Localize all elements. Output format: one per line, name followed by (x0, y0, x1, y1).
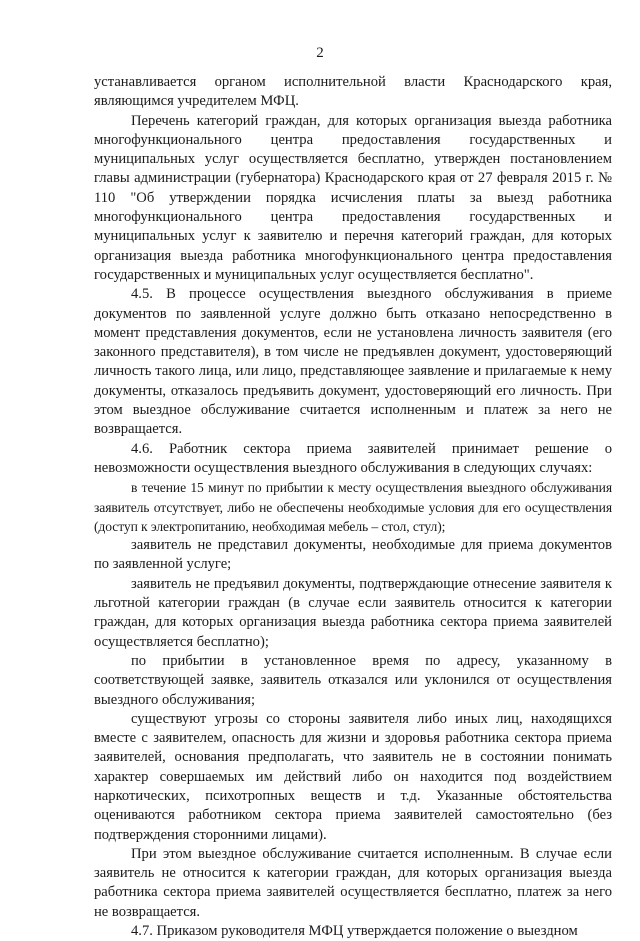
paragraph-3: 4.5. В процессе осуществления выездного обслуживания в приеме документов по заявленной услуге должно быть отказано непосредственно в момент представления документов, если не установлена личность заявителя (его законного представителя), в том числе не предъявлен документ, удостоверяющий личность такого лица, или лицо, представляющее заявление и прилагаемые к нему документы, отказалось предъявить документ, удостоверяющий его личность. При этом выездное обслуживание считается исполненным и платеж за него не возвращается. (94, 286, 612, 438)
paragraph-2: Перечень категорий граждан, для которых организация выезда работника многофункционального центра предоставления государственных и муниципальных услуг осуществляется бесплатно, утвержден постановлением главы администрации (губернатора) Краснодарского края от 27 февраля 2015 г. № 110 "Об утверждении порядка исчисления платы за выезд работника многофункционального центра предоставления государственных и муниципальных услуг к заявителю и перечня категорий граждан, для которых организация выезда работника многофункционального центра предоставления государственных и муниципальных услуг осуществляется бесплатно". (94, 112, 612, 283)
paragraph-8: по прибытии в установленное время по адресу, указанному в соответствующей заявке, заявитель отказался или уклонился от осуществления выездного обслуживания; (94, 652, 612, 708)
paragraph-5: в течение 15 минут по прибытии к месту осуществления выездного обслуживания заявитель отсутствует, либо не обеспечены необходимые условия для его осуществления (доступ к электропитанию, необходимая мебель – стол, стул); (94, 480, 612, 534)
paragraph-11: 4.7. Приказом руководителя МФЦ утверждается положение о выездном (131, 923, 578, 940)
document-body (94, 73, 612, 941)
page-number: 2 (316, 45, 324, 61)
paragraph-10: При этом выездное обслуживание считается исполненным. В случае если заявитель не относится к категории граждан, для которых организация выезда работника сектора приема заявителей осуществляется бесплатно, платеж за него не возвращается. (94, 845, 612, 920)
paragraph-6: заявитель не представил документы, необходимые для приема документов по заявленной услуге; (94, 537, 612, 573)
paragraph-1: устанавливается органом исполнительной власти Краснодарского края, являющимся учредителем МФЦ. (94, 74, 612, 110)
paragraph-7: заявитель не предъявил документы, подтверждающие отнесение заявителя к льготной категории граждан (в случае если заявитель относится к категории граждан, для которых организация выезда работника сектора приема заявителей осуществляется бесплатно); (94, 575, 612, 650)
paragraph-4: 4.6. Работник сектора приема заявителей принимает решение о невозможности осуществления выездного обслуживания в следующих случаях: (94, 440, 612, 476)
paragraph-9: существуют угрозы со стороны заявителя либо иных лиц, находящихся вместе с заявителем, опасность для жизни и здоровья работника сектора приема заявителей, основания предполагать, что заявитель не в состоянии понимать характер совершаемых им действий либо он находится под воздействием наркотических, психотропных веществ и т.д. Указанные обстоятельства оцениваются работником сектора приема заявителей самостоятельно (без подтверждения сторонними лицами). (94, 710, 612, 843)
